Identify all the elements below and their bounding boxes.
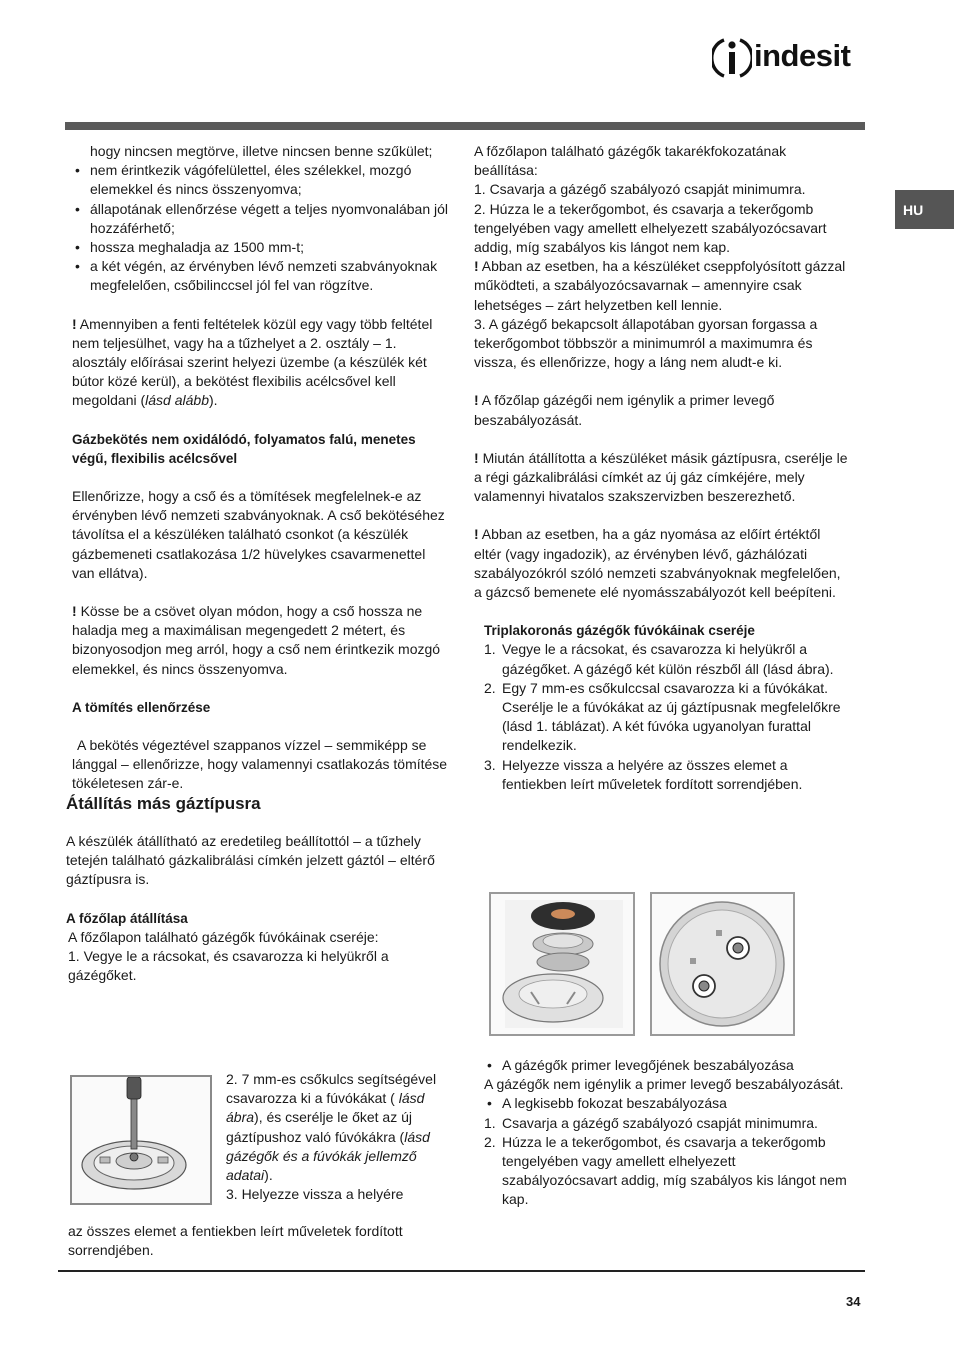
triple-burner-steps xyxy=(474,640,850,794)
step-paragraph: 2. 7 mm-es csőkulcs segítségével csavarozza ki a fúvókákat ( lásd ábra), és cserélje le őket az új gáztípushoz való fúvókákra (lásd gázégők és a fúvókák jellemző adatai). xyxy=(226,1071,437,1184)
list-item: 3. Helyezze vissza a helyére az összes elemet a fentiekben leírt műveletek fordított sorrendjében. xyxy=(484,756,803,792)
list-item: • hossza meghaladja az 1500 mm-t; xyxy=(72,238,448,257)
section-heading: Triplakoronás gázégők fúvókáinak cseréje xyxy=(484,623,755,639)
step-paragraph: 3. Helyezze vissza a helyére xyxy=(226,1186,404,1203)
warning-paragraph: ! Miután átállította a készüléket másik gáztípusra, cserélje le a régi gázkalibrálási címkét az új gáz címkéjére, mely valamennyi hivatalos szakszervizben beszerezhető. xyxy=(474,449,848,505)
warning-paragraph: ! Abban az esetben, ha a gáz nyomása az előírt értéktől eltér (vagy ingadozik), az érvényben lévő, gázhálózati szabályozókról szóló nemzeti szabványoknak megfelelően, a gázcső bemenete elé nyomásszabályozót kell beépíteni. xyxy=(474,526,841,601)
brand-logo xyxy=(712,36,868,82)
top-rule xyxy=(65,122,865,130)
list-item: • A legkisebb fokozat beszabályozása xyxy=(484,1094,854,1113)
min-setting-steps xyxy=(474,1114,854,1210)
page-section-title: Átállítás más gáztípusra xyxy=(66,793,261,813)
adjust-list xyxy=(484,1094,854,1113)
brand-name: indesit xyxy=(754,38,851,73)
hose-condition-list xyxy=(58,161,448,295)
bottom-rule xyxy=(58,1270,865,1272)
indesit-logo-icon xyxy=(712,36,752,80)
step-paragraph: 2. Húzza le a tekerőgombot, és csavarja a tekerőgomb tengelyében vagy amellett elhelyezett szabályozócsavart addig, míg szabályos kis lángot nem kap. xyxy=(474,200,827,256)
list-item: • nem érintkezik vágófelülettel, éles szélekkel, mozgó elemekkel és nincs összenyomva; xyxy=(72,161,448,199)
warning-paragraph: ! Amennyiben a fenti feltételek közül egy vagy több feltétel nem teljesülhet, vagy ha a tűzhelyet a 2. osztály – 1. alosztály előírásai szerint helyezi üzembe (a készülék két bútor közé kerül), a bekötést flexibilis acélcsővel kell megoldani (lásd alább). xyxy=(72,315,433,409)
body-paragraph: A bekötés végeztével szappanos vízzel – semmiképp se lánggal – ellenőrizze, hogy valamennyi csatlakozás tömítése tökéletesen zár-e. xyxy=(72,737,448,792)
triple-burner-exploded-illustration xyxy=(491,894,633,1034)
left-column xyxy=(58,142,448,985)
list-item: • állapotának ellenőrzése végett a teljes nyomvonalában jól hozzáférhető; xyxy=(72,200,448,238)
list-item: 2. Egy 7 mm-es csőkulccsal csavarozza ki a fúvókákat. Cserélje le a fúvókákat az új gáztípusnak megfelelőkre (lásd 1. táblázat). A két fúvóka ugyanolyan furattal rendelkezik. xyxy=(484,679,841,754)
body-paragraph: A főzőlapon található gázégők takarékfokozatának beállítása: xyxy=(474,143,787,179)
list-item: 2. Húzza le a tekerőgombot, és csavarja a tekerőgomb tengelyében vagy amellett elhelyezett szabályozócsavart addig, míg szabályos kis lángot nem kap. xyxy=(484,1133,847,1208)
burner-base-figure xyxy=(650,892,795,1036)
page-number: 34 xyxy=(846,1294,861,1309)
warning-paragraph: ! Abban az esetben, ha a készüléket cseppfolyósított gázzal működteti, a szabályozócsavarnak – amennyire csak lehetséges – zárt helyzetben kell lennie. xyxy=(474,258,846,313)
warning-paragraph: ! A főzőlap gázégői nem igénylik a primer levegő beszabályozását. xyxy=(474,392,775,428)
step-paragraph: 1. Csavarja a gázégő szabályozó csapját minimumra. xyxy=(474,181,806,198)
screwdriver-burner-illustration xyxy=(72,1077,210,1203)
burner-figure xyxy=(70,1075,212,1205)
left-figure-caption xyxy=(226,1070,448,1204)
triple-burner-figure xyxy=(489,892,635,1036)
warning-paragraph: ! Kösse be a csövet olyan módon, hogy a cső hossza ne haladja meg a maximálisan megengedett 2 métert, és bizonyosodjon meg arról, hogy a cső nem érintkezik mozgó elemekkel, és nincs összenyomva. xyxy=(72,603,441,677)
list-continuation: hogy nincsen megtörve, illetve nincsen benne szűkület; xyxy=(90,143,433,159)
step-paragraph: 3. A gázégő bekapcsolt állapotában gyorsan forgassa a tekerőgombot többször a minimumról a maximumra és vissza, és ellenőrizze, hogy a láng nem aludt-e ki. xyxy=(474,315,818,371)
right-column xyxy=(474,142,850,794)
list-item: • a két végén, az érvényben lévő nemzeti szabványoknak megfelelően, csőbilinccsel jól fel van rögzítve. xyxy=(72,257,448,295)
step3-continuation xyxy=(68,1222,448,1260)
body-paragraph: A főzőlapon található gázégők fúvókáinak cseréje: xyxy=(68,928,379,945)
burner-base-nozzles-illustration xyxy=(652,894,793,1034)
language-tab: HU xyxy=(895,190,954,229)
section-heading: Gázbekötés nem oxidálódó, folyamatos falú, menetes végű, flexibilis acélcsővel xyxy=(72,431,416,466)
section-heading: A főzőlap átállítása xyxy=(66,910,188,926)
body-paragraph: A gázégők nem igénylik a primer levegő beszabályozását. xyxy=(484,1076,844,1093)
step-paragraph: az összes elemet a fentiekben leírt műveletek fordított sorrendjében. xyxy=(68,1223,403,1259)
body-paragraph: Ellenőrizze, hogy a cső és a tömítések megfelelnek-e az érvényben lévő nemzeti szabványoknak. A cső bekötéséhez távolítsa el a készüléken található csonkot (a készülék gázbemeneti csatlakozása 1/2 hüvelykes csavarmenettel van ellátva). xyxy=(72,488,445,581)
section-heading: A tömítés ellenőrzése xyxy=(72,699,211,715)
list-item: 1. Vegye le a rácsokat, és csavarozza ki helyükről a gázégőket. A gázégő két külön részből áll (lásd ábra). xyxy=(484,641,834,677)
list-item: 1. Csavarja a gázégő szabályozó csapját minimumra. xyxy=(484,1114,818,1131)
list-item: • A gázégők primer levegőjének beszabályozása xyxy=(484,1056,854,1075)
right-column-lower xyxy=(484,1056,854,1210)
adjust-list xyxy=(484,1056,854,1075)
body-paragraph: A készülék átállítható az eredetileg beállítottól – a tűzhely tetején található gázkalibrálási címkén jelzett gáztól – eltérő gáztípusra is. xyxy=(66,832,435,888)
step-paragraph: 1. Vegye le a rácsokat, és csavarozza ki helyükről a gázégőket. xyxy=(68,947,389,984)
